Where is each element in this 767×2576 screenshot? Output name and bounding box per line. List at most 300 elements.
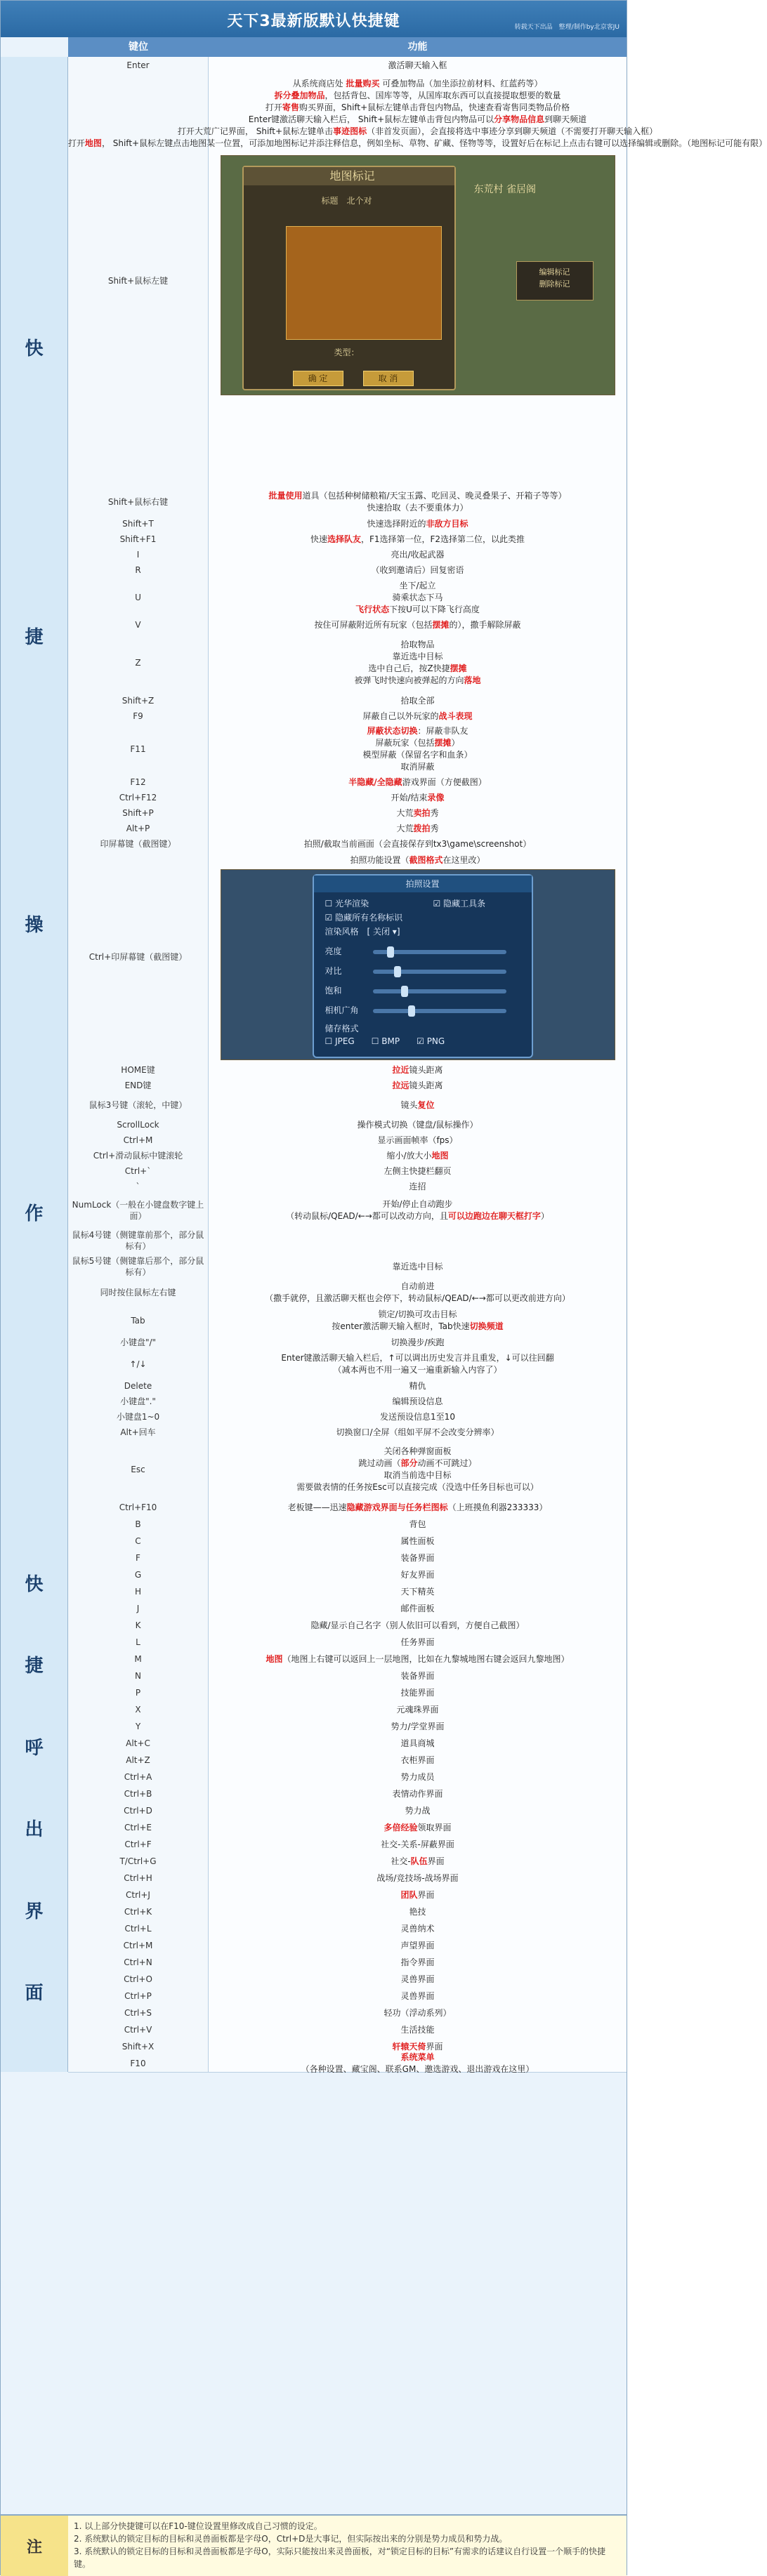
credit-text: 转载天下出品 整理/制作by北京客JU: [514, 24, 620, 31]
shortcut-function: [209, 1194, 627, 1227]
function-line: 跳过动画（部分动画不可跳过）: [358, 1458, 477, 1468]
format-label: 储存格式: [324, 1024, 359, 1033]
shortcut-key: H: [68, 1583, 209, 1600]
table-row: [68, 1634, 627, 1651]
table-row: [68, 1718, 627, 1736]
shortcut-key: Ctrl+F12: [68, 790, 209, 805]
shortcut-key: Ctrl+印屏幕键（截图键）: [68, 852, 209, 1062]
shortcut-function: [209, 1307, 627, 1335]
function-line: 打开寄售购买界面，Shift+鼠标左键单击背包内物品，快速查看寄售同类物品价格: [265, 103, 570, 112]
dialog-title: 拍照设置: [314, 876, 532, 892]
function-line: 镜头复位: [400, 1099, 435, 1110]
function-line: 背包: [409, 1519, 426, 1529]
shortcut-key: M: [68, 1651, 209, 1667]
table-row: [68, 1409, 627, 1425]
shortcut-function: [209, 836, 627, 852]
shortcut-function: [209, 547, 627, 562]
function-line: 轩辕天倚界面: [392, 2041, 443, 2052]
shortcut-key: Ctrl+M: [68, 1937, 209, 1954]
table-row: [67, 74, 767, 489]
shortcut-function: [209, 1870, 627, 1887]
shortcut-function: [209, 1378, 627, 1394]
shortcut-key: Ctrl+A: [68, 1769, 209, 1785]
function-line: 地图（地图上右键可以返回上一层地图，比如在九黎城地图右键会返回九黎地图）: [266, 1653, 570, 1664]
function-line: 隐藏/显示自己名字（别人依旧可以看到，方便自己截图）: [310, 1620, 525, 1630]
section-char: 界: [25, 1901, 44, 1922]
table-row: [68, 1600, 627, 1618]
shortcut-function: [209, 1971, 627, 1988]
function-line: 社交-关系-屏蔽界面: [381, 1839, 454, 1849]
slider[interactable]: [373, 950, 506, 954]
shortcut-function: [209, 1093, 627, 1117]
function-line: 战场/竞技场-战场界面: [376, 1872, 459, 1883]
function-line: （收到邀请后）回复密语: [371, 564, 464, 575]
shortcut-key: `: [68, 1179, 209, 1194]
shortcut-function: [209, 1920, 627, 1937]
function-line: （各种设置、藏宝阁、联系GM、邀选游戏、退出游戏在这里）: [301, 2064, 535, 2074]
slider-label: 对比: [324, 966, 342, 976]
function-line: 团队界面: [400, 1889, 435, 1900]
function-line: 技能界面: [400, 1687, 435, 1698]
column-header-key: 键位: [68, 37, 209, 57]
shortcut-key: 鼠标3号键（滚轮，中键）: [68, 1093, 209, 1117]
function-line: 按enter激活聊天输入框时，Tab快速切换频道: [332, 1321, 504, 1331]
table-row: [68, 1735, 627, 1752]
shortcut-key: U: [68, 578, 209, 617]
shortcut-function: [209, 1117, 627, 1132]
shortcut-key: Z: [68, 633, 209, 693]
table-row: [68, 1617, 627, 1634]
shortcut-function: [209, 516, 627, 531]
option-hide-names[interactable]: ☑ 隐藏所有名称标识: [324, 913, 403, 923]
function-line: 操作模式切换（键盘/鼠标操作）: [357, 1119, 478, 1130]
function-line: 取消当前选中目标: [383, 1470, 452, 1480]
shortcut-key: N: [68, 1667, 209, 1684]
note-box: [286, 226, 442, 340]
function-line: 飞行状态下按U可以下降飞行高度: [355, 604, 480, 614]
page-title: 天下3最新版默认快捷键: [227, 13, 400, 30]
table-row: [68, 790, 627, 806]
shortcut-function: [209, 2021, 627, 2038]
shortcut-key: Ctrl+L: [68, 1920, 209, 1937]
shortcut-function: [209, 805, 627, 821]
shortcut-key: 印屏幕键（截图键）: [68, 836, 209, 852]
function-line: 属性面板: [400, 1535, 435, 1546]
table-row: [68, 1117, 627, 1133]
table-row: [68, 1279, 627, 1307]
note-line-3: 3. 系统默认的锁定目标的目标和灵兽面板都是字母O，实际只能按出来灵兽面板，对“锁定目标的目标”有需求的话建议自行设置一个顺手的快捷键。: [74, 2547, 606, 2569]
function-line: 拆分叠加物品，包括背包、国库等等，从国库取东西可以直接提取想要的数量: [274, 91, 561, 100]
shortcut-function: [209, 1550, 627, 1566]
table-row: [68, 1440, 627, 1500]
table-row: [68, 1954, 627, 1971]
shortcut-key: Ctrl+B: [68, 1785, 209, 1802]
shortcut-function: [209, 1227, 627, 1255]
option-hide-toolbar[interactable]: ☑ 隐藏工具条: [433, 899, 486, 909]
shortcut-function: [209, 1279, 627, 1307]
function-line: 编辑预设信息: [392, 1396, 443, 1406]
shortcut-key: L: [68, 1634, 209, 1651]
table-row: [68, 2004, 627, 2022]
function-line: （转动鼠标/QEAD/←→都可以改动方向，且可以边跑边在聊天框打字）: [286, 1211, 549, 1221]
table-row: [68, 1667, 627, 1685]
shortcut-key: Ctrl+`: [68, 1163, 209, 1179]
function-line: 半隐藏/全隐藏游戏界面（方便截图）: [348, 777, 487, 787]
photo-settings-dialog: [313, 874, 533, 1058]
shortcut-key: Esc: [68, 1440, 209, 1499]
function-line: 靠近选中目标: [392, 652, 443, 661]
shortcut-key: Ctrl+V: [68, 2021, 209, 2038]
table-row: [68, 57, 627, 74]
function-line: 好友界面: [400, 1569, 435, 1580]
shortcut-function: [209, 1440, 627, 1499]
table-row: [68, 2052, 627, 2074]
table-row: [68, 1769, 627, 1786]
shortcut-function: [209, 1617, 627, 1634]
table-row: [68, 1971, 627, 1988]
shortcut-key: Shift+鼠标右键: [68, 488, 209, 516]
function-line: 开始/结束录像: [391, 792, 445, 802]
section-label-operations: [1, 57, 68, 1499]
notes-label: 注: [1, 2516, 68, 2576]
shortcut-function: [209, 724, 627, 774]
section-char: 面: [25, 1983, 44, 2004]
shortcut-key: K: [68, 1617, 209, 1634]
shortcut-function: [209, 2004, 627, 2021]
function-line: 拍照功能设置（截图格式在这里改）: [350, 855, 485, 865]
section-char: 捷: [25, 626, 44, 648]
function-line: 声望界面: [400, 1940, 435, 1950]
table-row: [68, 693, 627, 709]
function-line: 批量使用道具（包括种树储粮箱/天宝玉露、吃回灵、晚灵叠果子、开箱子等等）: [268, 491, 567, 501]
shortcut-key: Shift+P: [68, 805, 209, 821]
function-line: 任务界面: [400, 1637, 435, 1647]
slider[interactable]: [373, 970, 506, 974]
area-name: 东荒村 雀居阁: [473, 184, 536, 195]
table-row: [68, 1566, 627, 1584]
table-row: [68, 1179, 627, 1195]
section-char: 出: [25, 1819, 44, 1841]
table-row: [68, 1937, 627, 1955]
shortcut-key: Alt+回车: [68, 1425, 209, 1440]
shortcut-function: [209, 1802, 627, 1819]
shortcut-key: Alt+P: [68, 821, 209, 836]
table-row: [68, 1853, 627, 1870]
function-line: 快速选择附近的非敌方目标: [367, 518, 468, 529]
shortcut-key: HOME键: [68, 1062, 209, 1078]
function-line: 快速拾取（去不要重体力）: [367, 503, 468, 513]
table-row: [68, 1920, 627, 1938]
shortcut-key: Shift+X: [68, 2038, 209, 2055]
shortcut-key: Ctrl+E: [68, 1819, 209, 1836]
table-row: [68, 1903, 627, 1921]
shortcut-function: [209, 790, 627, 805]
shortcut-function: [209, 1684, 627, 1701]
shortcut-function: [209, 708, 627, 724]
table-row: [68, 1802, 627, 1820]
shortcut-key: Ctrl+M: [68, 1132, 209, 1148]
shortcut-key: Delete: [68, 1378, 209, 1394]
table-row: [68, 1307, 627, 1335]
shortcut-key: Tab: [68, 1307, 209, 1335]
shortcut-function: [209, 57, 627, 74]
table-row: [68, 1078, 627, 1094]
shortcut-key: Ctrl+F: [68, 1836, 209, 1853]
shortcut-key: 鼠标5号键（侧键靠后那个，部分鼠标有）: [68, 1255, 209, 1279]
shortcut-function: [209, 1163, 627, 1179]
section-char: 快: [25, 1573, 44, 1595]
section-char: 作: [25, 1203, 44, 1225]
table-row: [68, 1394, 627, 1410]
shortcut-function: [209, 1735, 627, 1752]
function-line: 势力/学堂界面: [391, 1721, 445, 1731]
shortcut-function: [209, 774, 627, 790]
function-line: 精仇: [409, 1380, 426, 1391]
shortcut-function: [209, 1887, 627, 1903]
shortcut-function: [209, 531, 627, 547]
function-line: 打开大荒广记界面， Shift+鼠标左键单击事迹图标（非首发页面），会直接将选中事迹分享到聊天频道（不需要打开聊天输入框）: [177, 126, 658, 136]
function-line: 锁定/切换可攻击目标: [378, 1309, 457, 1319]
shortcut-function: [209, 633, 627, 693]
shortcut-key: T/Ctrl+G: [68, 1853, 209, 1870]
table-row: [68, 724, 627, 775]
table-row: [68, 1425, 627, 1441]
shortcut-function: [209, 1409, 627, 1425]
render-style[interactable]: 渲染风格 [ 关闭 ▾]: [324, 927, 400, 937]
context-menu-item[interactable]: 删除标记: [539, 279, 570, 289]
shortcut-function: [209, 693, 627, 708]
function-line: 连招: [409, 1181, 426, 1191]
section-char: 呼: [25, 1737, 44, 1759]
function-line: 坐下/起立: [399, 580, 436, 590]
function-line: 装备界面: [400, 1670, 435, 1681]
section-char: 操: [25, 915, 44, 937]
function-line: 开始/停止自动跑步: [382, 1199, 453, 1209]
table-row: [68, 1583, 627, 1601]
shortcut-key: Ctrl+D: [68, 1802, 209, 1819]
shortcut-key: Ctrl+J: [68, 1887, 209, 1903]
table-row: [68, 1194, 627, 1227]
function-line: 多倍经验领取界面: [383, 1822, 452, 1832]
shortcut-function: [209, 1425, 627, 1440]
shortcut-function: [209, 1078, 627, 1093]
function-line: 选中自己后，按Z快捷摆摊: [368, 663, 467, 673]
table-row: [68, 1684, 627, 1702]
shortcut-key: ScrollLock: [68, 1117, 209, 1132]
table-row: [68, 578, 627, 618]
confirm-button[interactable]: 确 定: [293, 371, 343, 386]
function-line: Enter键激活聊天输入栏后，↑可以调出历史发言并且重发，↓可以往回翻: [281, 1353, 554, 1363]
section-char: 快: [25, 338, 44, 359]
context-menu-item[interactable]: 编辑标记: [539, 267, 570, 277]
shortcut-function: [67, 74, 767, 488]
shortcut-key: 同时按住鼠标左右键: [68, 1279, 209, 1307]
shortcut-function: [209, 1132, 627, 1148]
shortcut-function: [209, 1752, 627, 1769]
shortcut-key: Alt+C: [68, 1735, 209, 1752]
function-line: 缩小/放大小地图: [386, 1150, 449, 1161]
function-line: 势力战: [405, 1805, 431, 1816]
map-marker-dialog: [242, 166, 456, 390]
marker-context-menu: [516, 261, 594, 300]
table-row: [68, 2021, 627, 2039]
shortcut-function: [209, 1499, 627, 1516]
function-line: Enter键激活聊天输入栏后， Shift+鼠标左键单击背包内物品可以分享物品信息到聊天频道: [248, 114, 587, 124]
function-line: 屏蔽状态切换：屏蔽非队友: [367, 726, 468, 736]
shortcut-key: F9: [68, 708, 209, 724]
function-line: 骑乘状态下马: [392, 592, 443, 602]
slider[interactable]: [373, 989, 506, 993]
shortcut-function: [209, 1350, 627, 1378]
function-line: 切换窗口/全屏（组如平屏不会改变分辨率）: [336, 1427, 499, 1437]
shortcut-function: [209, 1988, 627, 2004]
type-label: 类型：: [334, 348, 360, 357]
table-row: [68, 1132, 627, 1149]
table-row: [68, 1533, 627, 1550]
shortcut-key: END键: [68, 1078, 209, 1093]
shortcut-key: Ctrl+K: [68, 1903, 209, 1920]
shortcut-key: F11: [68, 724, 209, 774]
shortcut-function: [209, 1954, 627, 1971]
table-row: [68, 617, 627, 633]
function-line: 屏蔽玩家（包括摆摊）: [375, 738, 460, 748]
section-label-interfaces: [1, 1499, 68, 2072]
notes-section: [1, 2514, 627, 2576]
shortcut-key: 小键盘1~0: [68, 1409, 209, 1425]
table-row: [68, 1163, 627, 1180]
cancel-button[interactable]: 取 消: [363, 371, 414, 386]
shortcut-function: [209, 1335, 627, 1350]
function-line: 元魂珠界面: [396, 1704, 439, 1715]
notes-text: [74, 2520, 621, 2570]
table-row: [68, 1062, 627, 1078]
function-line: 关闭各种弹窗面板: [383, 1446, 452, 1456]
shortcut-key: 小键盘".": [68, 1394, 209, 1409]
table-row: [68, 562, 627, 579]
table-row: [68, 708, 627, 725]
shortcut-key: F: [68, 1550, 209, 1566]
table-row: [68, 821, 627, 837]
photo-settings-screenshot: [221, 869, 615, 1060]
function-line: 从系统商店处 批量购买 可叠加物品（加坐添拉前材料、红蓝药等）: [292, 79, 543, 88]
shortcut-function: [209, 1600, 627, 1617]
shortcut-key: G: [68, 1566, 209, 1583]
table-row: [68, 2038, 627, 2056]
function-line: 自动前进: [400, 1281, 435, 1291]
function-line: 灵兽纳术: [400, 1923, 435, 1934]
function-line: 装备界面: [400, 1552, 435, 1563]
shortcut-key: Shift+鼠标左键: [68, 74, 209, 488]
function-line: 生活技能: [400, 2024, 435, 2035]
table-row: [68, 1701, 627, 1719]
shortcut-function: [209, 1785, 627, 1802]
shortcut-function: [209, 1701, 627, 1718]
title-bar: [1, 1, 627, 37]
option-light[interactable]: ☐ 光华渲染: [324, 899, 369, 909]
table-row: [68, 1255, 627, 1279]
function-line: 大荒拨拍秀: [396, 823, 439, 833]
function-line: 取消屏蔽: [400, 762, 435, 772]
function-line: 发送预设信息1至10: [380, 1411, 455, 1422]
shortcut-key: F10: [68, 2055, 209, 2072]
shortcut-key: 鼠标4号键（侧键靠前那个，部分鼠标有）: [68, 1227, 209, 1255]
slider-label: 饱和: [324, 986, 342, 996]
map-marker-screenshot: [221, 155, 615, 395]
shortcut-key: P: [68, 1684, 209, 1701]
shortcut-key: R: [68, 562, 209, 578]
table-row: [68, 805, 627, 821]
function-line: 按住可屏蔽附近所有玩家（包括摆摊的），撒手解除屏蔽: [314, 619, 521, 630]
shortcut-key: Y: [68, 1718, 209, 1735]
name-field: 标题 北个对: [321, 196, 372, 206]
table-row: [68, 1836, 627, 1854]
function-line: 打开地图， Shift+鼠标左键点击地图某一位置，可添加地图标记并添注释信息，例如坐标、草物、矿藏、怪物等等，设置好后在标记上点击右键可以选择编辑或删除。（地图标记可能有限）: [67, 138, 767, 148]
table-row: [68, 1516, 627, 1533]
table-row: [68, 1988, 627, 2005]
table-row: [68, 1887, 627, 1904]
table-row: [68, 774, 627, 791]
format-options[interactable]: ☐ JPEG ☐ BMP ☑ PNG: [324, 1036, 445, 1046]
shortcut-function: [209, 1853, 627, 1870]
shortcut-function: [209, 1667, 627, 1684]
shortcut-function: [209, 617, 627, 633]
shortcut-key: C: [68, 1533, 209, 1550]
function-line: 社交-队伍界面: [391, 1856, 445, 1866]
table-row: [68, 1752, 627, 1769]
shortcut-function: [209, 821, 627, 836]
shortcut-key: Ctrl+F10: [68, 1499, 209, 1516]
shortcut-function: [209, 1937, 627, 1954]
slider[interactable]: [373, 1009, 506, 1013]
function-line: 快速选择队友，F1选择第一位，F2选择第二位，以此类推: [310, 534, 525, 544]
table-row: [68, 547, 627, 563]
shortcut-key: V: [68, 617, 209, 633]
function-line: 灵兽界面: [400, 1974, 435, 1984]
shortcut-function: [209, 2052, 627, 2074]
function-line: 需要做表情的任务按Esc可以直接完成（没选中任务目标也可以）: [296, 1482, 539, 1492]
table-row: [68, 1550, 627, 1567]
function-line: （撒手就停，且激活聊天框也会停下，转动鼠标/QEAD/←→都可以更改前进方向）: [265, 1293, 570, 1303]
table-row: [68, 1499, 627, 1517]
table-row: [68, 531, 627, 548]
shortcut-key: Alt+Z: [68, 1752, 209, 1769]
shortcut-function: [209, 1903, 627, 1920]
note-line-1: 1. 以上部分快捷键可以在F10-键位设置里修改成自己习惯的设定。: [74, 2521, 322, 2531]
function-line: 道具商城: [400, 1738, 435, 1748]
shortcut-key: Ctrl+N: [68, 1954, 209, 1971]
function-line: （减本两也不用一遍又一遍重新输入内容了）: [333, 1365, 502, 1375]
shortcut-key: Shift+Z: [68, 693, 209, 708]
function-line: 指令界面: [400, 1957, 435, 1967]
shortcut-function: [209, 1255, 627, 1279]
shortcut-function: [209, 578, 627, 617]
shortcut-key: Ctrl+滑动鼠标中键滚轮: [68, 1148, 209, 1163]
shortcut-key: Ctrl+P: [68, 1988, 209, 2004]
shortcut-function: [209, 1634, 627, 1651]
function-line: 切换漫步/疾跑: [391, 1337, 445, 1347]
table-row: [68, 1651, 627, 1668]
function-line: 拉远镜头距离: [392, 1080, 443, 1090]
table-row: [68, 1227, 627, 1255]
table-row: [68, 1378, 627, 1394]
shortcut-key: Enter: [68, 57, 209, 74]
function-line: 表情动作界面: [392, 1788, 443, 1799]
table-row: [68, 1093, 627, 1118]
function-line: 屏蔽自己以外玩家的战斗表现: [362, 711, 473, 721]
shortcut-key: Ctrl+S: [68, 2004, 209, 2021]
table-row: [68, 1335, 627, 1351]
shortcut-key: ↑/↓: [68, 1350, 209, 1378]
